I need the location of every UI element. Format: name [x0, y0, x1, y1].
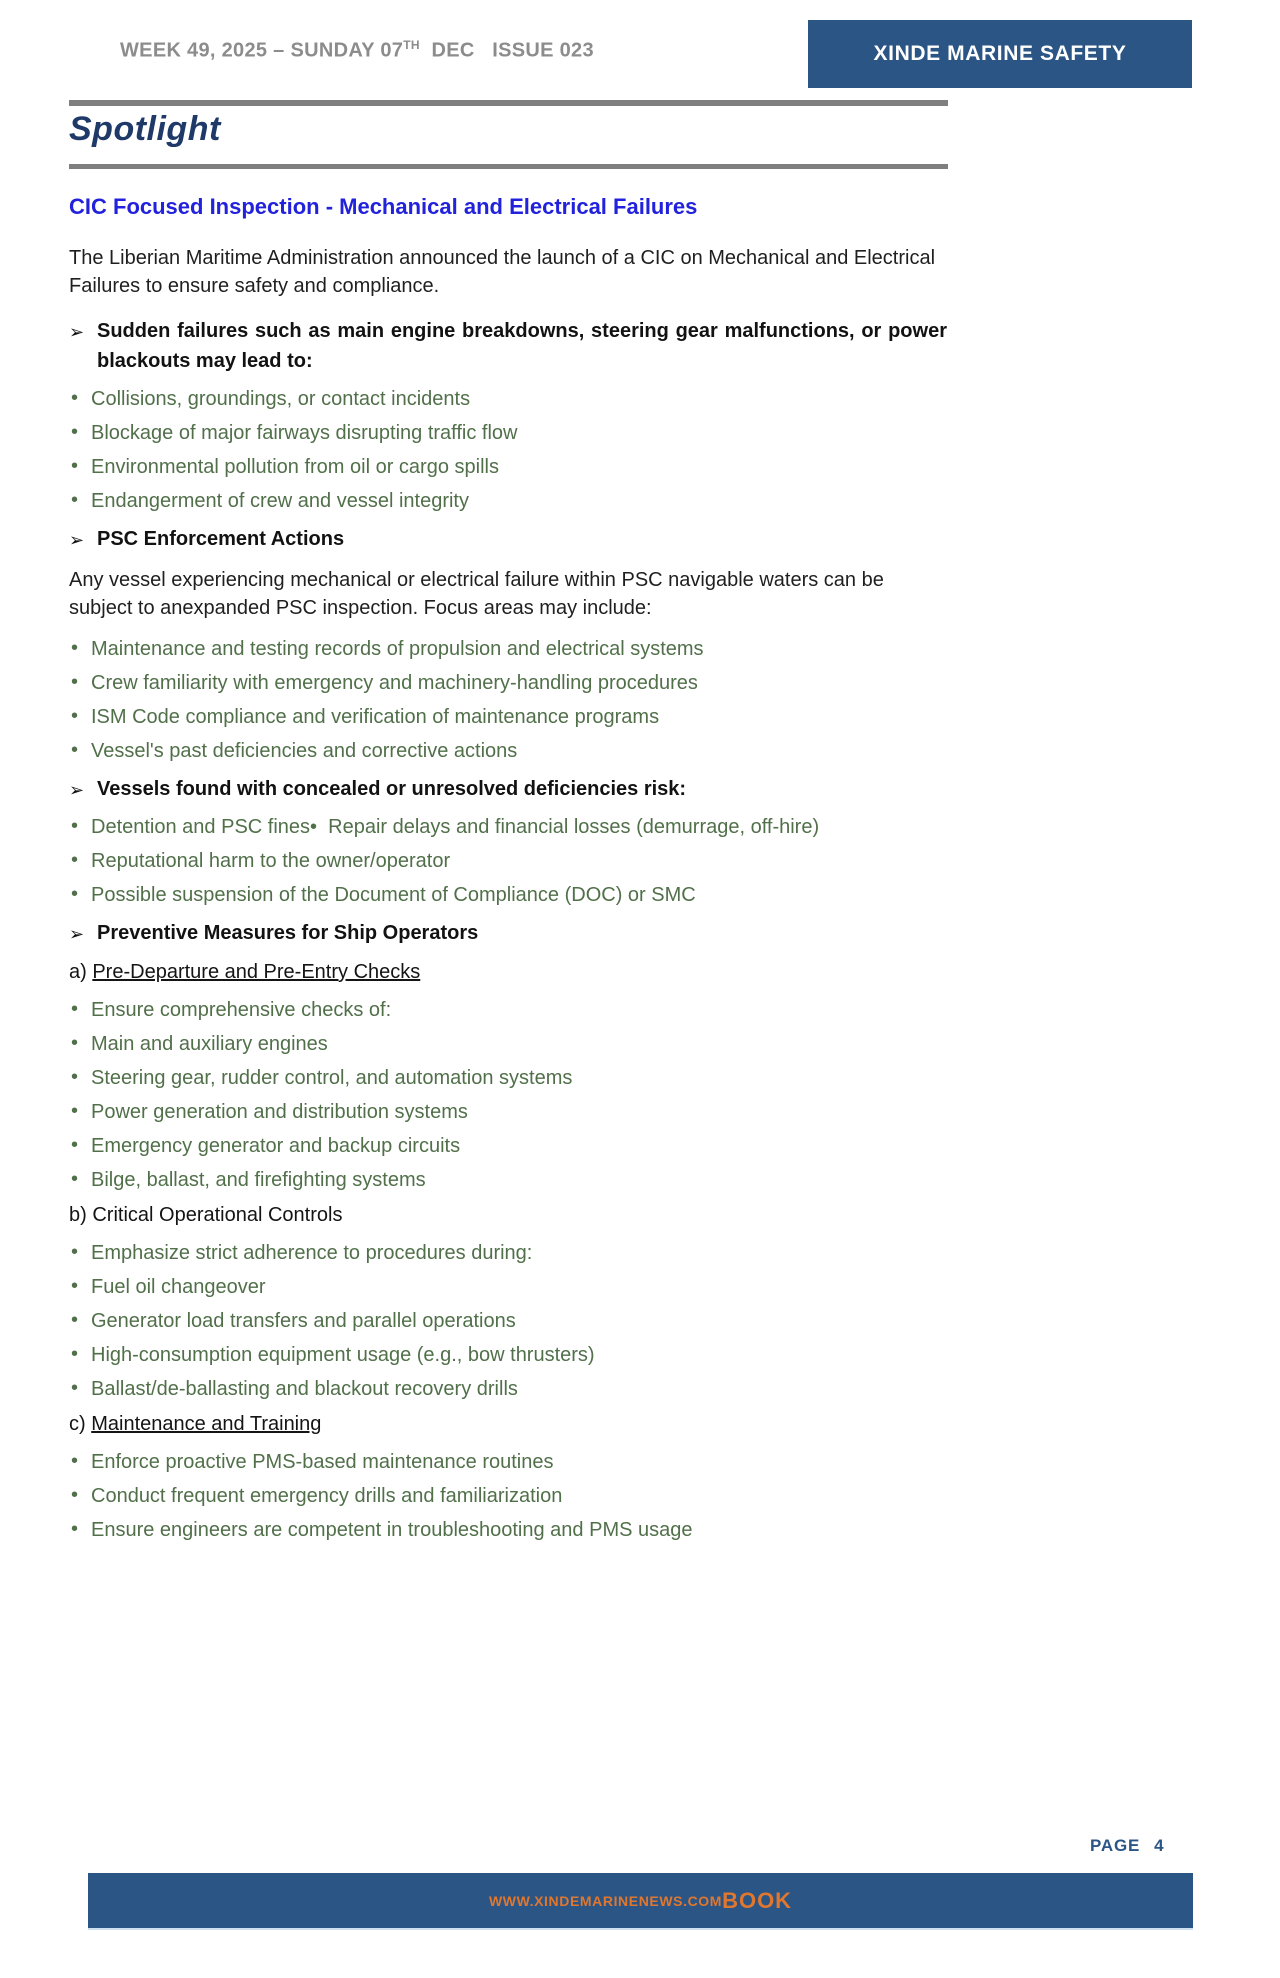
bullet-dot-icon: • — [71, 1343, 79, 1365]
bullet-text: Steering gear, rudder control, and automation systems — [91, 1067, 573, 1089]
arrow-bullet-icon: ➢ — [69, 322, 85, 342]
bullet-text: Fuel oil changeover — [91, 1276, 266, 1298]
brand-banner — [808, 20, 1192, 88]
sub-heading-title: Critical Operational Controls — [92, 1204, 343, 1226]
bullet-item — [69, 638, 947, 661]
bullet-dot-icon: • — [71, 705, 79, 727]
bullet-dot-icon: • — [71, 1100, 79, 1122]
section-divider-bottom — [69, 164, 948, 169]
sub-heading-title: Maintenance and Training — [91, 1413, 322, 1435]
bullet-dot-icon: • — [71, 1309, 79, 1331]
bullet-text: Possible suspension of the Document of Compliance (DOC) or SMC — [91, 884, 696, 906]
bullet-dot-icon: • — [71, 1450, 79, 1472]
issue-date-line — [120, 38, 594, 63]
bullet-item — [69, 884, 947, 907]
bullet-item — [69, 1485, 947, 1508]
bullet-item — [69, 1344, 947, 1367]
arrow-heading — [69, 524, 947, 554]
bullet-text: Main and auxiliary engines — [91, 1033, 328, 1055]
bullet-dot-icon: • — [71, 637, 79, 659]
bullet-item — [69, 1451, 947, 1474]
bullet-item — [69, 672, 947, 695]
bullet-item — [69, 1242, 947, 1265]
bullet-dot-icon: • — [71, 1134, 79, 1156]
bullet-item — [69, 1135, 947, 1158]
bullet-text: Crew familiarity with emergency and machinery-handling procedures — [91, 672, 698, 694]
bullet-item — [69, 706, 947, 729]
bullet-dot-icon: • — [71, 455, 79, 477]
bullet-text: Emphasize strict adherence to procedures during: — [91, 1242, 533, 1264]
bullet-dot-icon: • — [71, 739, 79, 761]
page-indicator — [1090, 1836, 1164, 1856]
arrow-bullet-icon: ➢ — [69, 780, 85, 800]
bullet-dot-icon: • — [71, 1518, 79, 1540]
bullet-dot-icon: • — [71, 1377, 79, 1399]
bullet-dot-icon: • — [71, 849, 79, 871]
bullet-dot-icon: • — [71, 387, 79, 409]
bullet-text: Bilge, ballast, and firefighting systems — [91, 1169, 426, 1191]
bullet-text: Endangerment of crew and vessel integrity — [91, 490, 469, 512]
bullet-item — [69, 850, 947, 873]
bullet-dot-icon: • — [71, 421, 79, 443]
bullet-item — [69, 740, 947, 763]
bullet-text: Collisions, groundings, or contact incidents — [91, 388, 471, 410]
bullet-text: Vessel's past deficiencies and corrective actions — [91, 740, 518, 762]
bullet-text: Ensure engineers are competent in troubleshooting and PMS usage — [91, 1519, 693, 1541]
brand-name: XINDE MARINE SAFETY — [873, 42, 1127, 65]
bullet-text: Ballast/de-ballasting and blackout recovery drills — [91, 1378, 518, 1400]
sub-heading-prefix: b) — [69, 1204, 93, 1226]
article-blocks — [69, 316, 947, 1542]
arrow-heading — [69, 316, 947, 376]
arrow-heading — [69, 774, 947, 804]
bullet-item — [69, 1101, 947, 1124]
bullet-item — [69, 456, 947, 479]
bullet-text: Detention and PSC fines• Repair delays and financial losses (demurrage, off-hire) — [91, 816, 820, 838]
page-number: 4 — [1154, 1836, 1165, 1855]
issue-date-suffix: DEC ISSUE 023 — [419, 39, 594, 62]
bullet-item — [69, 816, 947, 839]
bullet-item — [69, 388, 947, 411]
arrow-heading-text: Preventive Measures for Ship Operators — [97, 922, 479, 944]
bullet-item — [69, 1033, 947, 1056]
bullet-dot-icon: • — [71, 489, 79, 511]
sub-heading-prefix: a) — [69, 961, 93, 983]
bullet-text: Maintenance and testing records of propulsion and electrical systems — [91, 638, 704, 660]
article-intro: The Liberian Maritime Administration announced the launch of a CIC on Mechanical and Electrical Failures to ensure safety and compliance. — [69, 247, 936, 297]
bullet-text: ISM Code compliance and verification of maintenance programs — [91, 706, 660, 728]
bullet-text: Reputational harm to the owner/operator — [91, 850, 451, 872]
sub-heading-prefix: c) — [69, 1413, 92, 1435]
bullet-text: Conduct frequent emergency drills and familiarization — [91, 1485, 563, 1507]
sub-heading — [69, 1203, 947, 1227]
page-label: PAGE — [1090, 1836, 1141, 1855]
arrow-bullet-icon: ➢ — [69, 530, 85, 550]
bullet-text: Emergency generator and backup circuits — [91, 1135, 461, 1157]
bullet-dot-icon: • — [71, 1241, 79, 1263]
bullet-item — [69, 1276, 947, 1299]
section-title: Spotlight — [69, 110, 221, 148]
bullet-dot-icon: • — [71, 883, 79, 905]
bullet-item — [69, 1310, 947, 1333]
arrow-heading-text: PSC Enforcement Actions — [97, 528, 345, 550]
article-headline: CIC Focused Inspection - Mechanical and Electrical Failures — [69, 194, 698, 219]
footer-url-link[interactable]: WWW.XINDEMARINENEWS.COM — [488, 1892, 723, 1909]
issue-date-prefix: WEEK 49, 2025 – SUNDAY 07 — [120, 39, 404, 62]
bullet-text: Blockage of major fairways disrupting traffic flow — [91, 422, 518, 444]
arrow-heading — [69, 918, 947, 948]
bullet-item — [69, 1067, 947, 1090]
bullet-dot-icon: • — [71, 1275, 79, 1297]
arrow-heading-text: Sudden failures such as main engine breakdowns, steering gear malfunctions, or power blackouts may lead to: — [97, 320, 947, 372]
bullet-text: Power generation and distribution systems — [91, 1101, 468, 1123]
bullet-text: Generator load transfers and parallel operations — [91, 1310, 516, 1332]
footer-book-label: BOOK — [722, 1887, 793, 1913]
bullet-text: Ensure comprehensive checks of: — [91, 999, 392, 1021]
bullet-text: High-consumption equipment usage (e.g., bow thrusters) — [91, 1344, 595, 1366]
bullet-item — [69, 1169, 947, 1192]
bullet-text: Environmental pollution from oil or cargo spills — [91, 456, 499, 478]
bullet-dot-icon: • — [71, 1066, 79, 1088]
bullet-dot-icon: • — [71, 1484, 79, 1506]
section-divider-top — [69, 100, 948, 106]
bullet-text: Enforce proactive PMS-based maintenance routines — [91, 1451, 554, 1473]
bullet-item — [69, 1519, 947, 1542]
arrow-bullet-icon: ➢ — [69, 924, 85, 944]
footer-bar — [88, 1873, 1193, 1930]
sub-heading — [69, 960, 947, 984]
bullet-item — [69, 1378, 947, 1401]
bullet-dot-icon: • — [71, 671, 79, 693]
bullet-item — [69, 422, 947, 445]
bullet-item — [69, 490, 947, 513]
body-paragraph: Any vessel experiencing mechanical or electrical failure within PSC navigable waters can be subject to anexpanded PSC inspection. Focus areas may include: — [69, 569, 884, 619]
bullet-dot-icon: • — [71, 1168, 79, 1190]
sub-heading-title: Pre-Departure and Pre-Entry Checks — [92, 961, 421, 983]
sub-heading — [69, 1412, 947, 1436]
bullet-dot-icon: • — [71, 815, 79, 837]
bullet-dot-icon: • — [71, 998, 79, 1020]
article — [69, 194, 947, 1553]
bullet-dot-icon: • — [71, 1032, 79, 1054]
issue-date-ordinal: TH — [403, 38, 420, 52]
arrow-heading-text: Vessels found with concealed or unresolved deficiencies risk: — [97, 778, 687, 800]
bullet-item — [69, 999, 947, 1022]
